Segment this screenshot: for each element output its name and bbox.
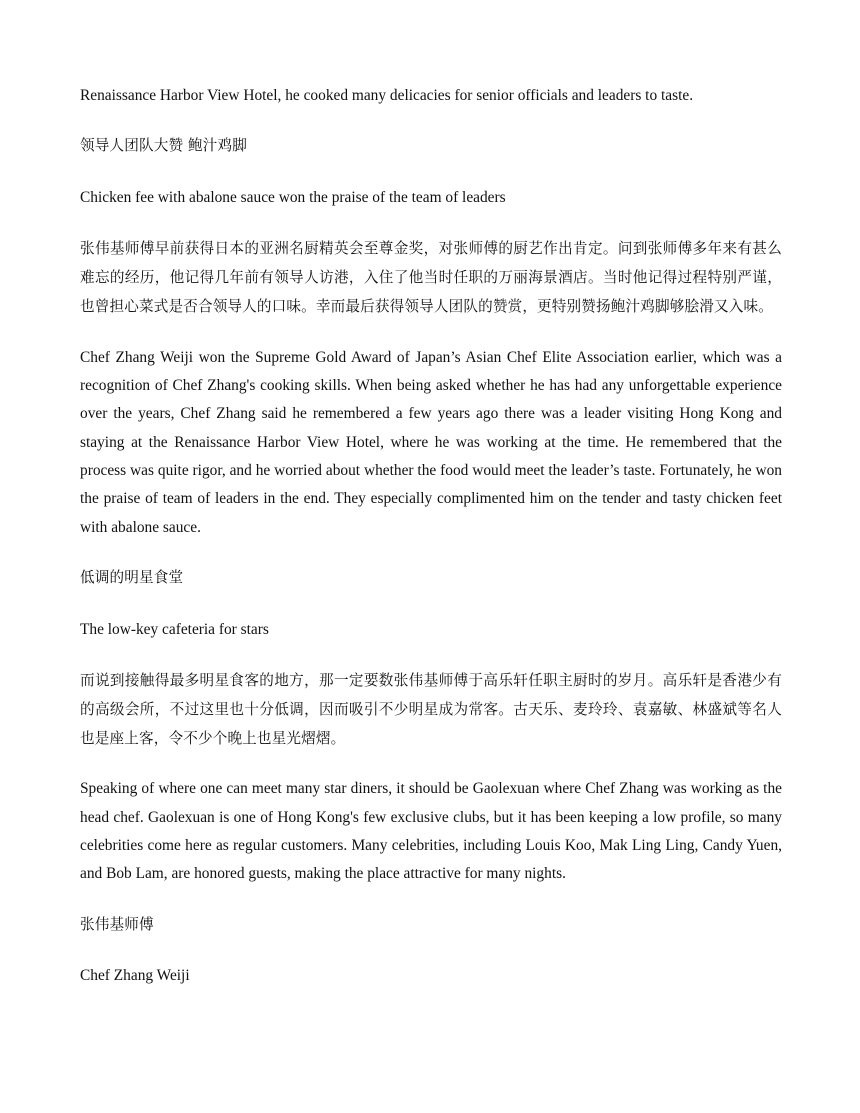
paragraph-award-chinese: 张伟基师傅早前获得日本的亚洲名厨精英会至尊金奖，对张师傅的厨艺作出肯定。问到张师傅多年来有甚么难忘的经历，他记得几年前有领导人访港，入住了他当时任职的万丽海景酒店。当时他记得过程特别严谨，也曾担心菜式是否合领导人的口味。幸而最后获得领导人团队的赞赏，更特别赞扬鲍汁鸡脚够脍滑又入味。 bbox=[80, 240, 782, 315]
heading-chef-chinese: 张伟基师傅 bbox=[80, 915, 154, 933]
document-page bbox=[80, 82, 782, 1014]
paragraph-hotel-continuation: Renaissance Harbor View Hotel, he cooked many delicacies for senior officials and leaders to taste. bbox=[80, 87, 694, 104]
heading-cafeteria-english: The low-key cafeteria for stars bbox=[80, 620, 269, 638]
heading-abalone-chinese: 领导人团队大赞 鲍汁鸡脚 bbox=[80, 137, 247, 155]
heading-chef-english: Chef Zhang Weiji bbox=[80, 967, 190, 985]
paragraph-award-english: Chef Zhang Weiji won the Supreme Gold Award of Japan’s Asian Chef Elite Association earlier, which was a recognition of Chef Zhang's cooking skills. When being asked whether he has had any unforgettable experience over the years, Chef Zhang said he remembered a few years ago there was a leader visiting Hong Kong and staying at the Renaissance Harbor View Hotel, where he was working at the time. He remembered that the process was quite rigor, and he worried about whether the food would meet the leader’s taste. Fortunately, he won the praise of team of leaders in the end. They especially complimented him on the tender and tasty chicken feet with abalone sauce. bbox=[80, 348, 782, 536]
paragraph-stars-chinese: 而说到接触得最多明星食客的地方，那一定要数张伟基师傅于高乐轩任职主厨时的岁月。高乐轩是香港少有的高级会所，不过这里也十分低调，因而吸引不少明星成为常客。古天乐、麦玲玲、袁嘉敏、林盛斌等名人也是座上客，令不少个晚上也星光熠熠。 bbox=[80, 671, 782, 747]
paragraph-stars-english: Speaking of where one can meet many star diners, it should be Gaolexuan where Chef Zhang was working as the head chef. Gaolexuan is one of Hong Kong's few exclusive clubs, but it has been keeping a low profile, so many celebrities come here as regular customers. Many celebrities, including Louis Koo, Mak Ling Ling, Candy Yuen, and Bob Lam, are honored guests, making the place attractive for many nights. bbox=[80, 780, 782, 883]
heading-abalone-english: Chicken fee with abalone sauce won the praise of the team of leaders bbox=[80, 189, 506, 207]
heading-cafeteria-chinese: 低调的明星食堂 bbox=[80, 568, 184, 586]
